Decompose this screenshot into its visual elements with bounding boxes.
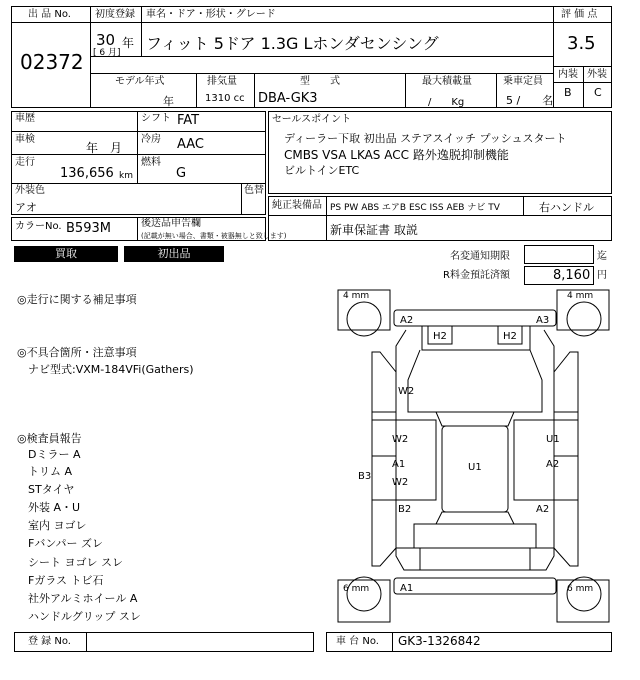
shift-value: FAT [177, 113, 200, 128]
first-reg-label: 初度登録 [95, 9, 135, 20]
inspection-label: 車検 [15, 134, 35, 145]
inspector-line: Fバンパー ズレ [28, 537, 104, 550]
inspector-line: 外装 A・U [28, 501, 81, 514]
sales-line-3: ビルトインETC [284, 164, 360, 177]
defect-notes-title: ◎不具合箇所・注意事項 [17, 346, 137, 359]
exterior-grade: C [594, 86, 602, 99]
sales-line-2: CMBS VSA LKAS ACC 路外逸脱抑制機能 [284, 148, 509, 162]
damage-mark: W2 [398, 386, 415, 397]
damage-mark: W2 [392, 434, 409, 445]
equipment-label: 純正装備品 [272, 200, 322, 211]
inspector-line: STタイヤ [28, 483, 75, 496]
capacity-value: 5 / 名 [506, 94, 554, 107]
driving-notes-title: ◎走行に関する補足事項 [17, 293, 137, 306]
post-doc-label: 後送品申告欄 [141, 218, 201, 229]
damage-mark: A2 [546, 459, 560, 470]
rear-bumper [394, 578, 556, 594]
recycle-label: R料金預託済額 [443, 270, 510, 281]
load-label: 最大積載量 [422, 76, 472, 87]
interior-label: 内装 [558, 69, 578, 80]
displacement-label: 排気量 [207, 76, 237, 87]
recycle-value: 8,160 [553, 268, 591, 283]
rear-left-fender [372, 500, 396, 566]
tire-front-right [567, 302, 601, 336]
first-listing-badge: 初出品 [124, 246, 224, 262]
vehicle-damage-diagram [336, 288, 612, 630]
chassis-number: GK3-1326842 [398, 634, 481, 648]
reg-no-label: 登 録 No. [28, 636, 71, 647]
inspection-value: 年 月 [86, 141, 123, 155]
mileage-label: 走行 [15, 157, 35, 168]
defect-note-line: ナビ型式:VXM-184VFi(Gathers) [28, 363, 194, 376]
mileage-unit: km [119, 171, 133, 181]
exterior-color-value: アオ [15, 201, 37, 214]
inspector-line: Fガラス トビ石 [28, 574, 104, 587]
type-value: DBA-GK3 [258, 91, 318, 106]
name-change-value [524, 245, 594, 264]
color-change-label: 色替 [244, 185, 264, 196]
inspector-report-title: ◎検査員報告 [17, 432, 82, 445]
inspector-line: 社外アルミホイール A [28, 592, 138, 605]
capacity-label: 乗車定員 [503, 76, 543, 87]
reg-month: [ 6 月] [93, 48, 121, 58]
model-year-label: モデル年式 [115, 76, 165, 87]
exterior-color-label: 外装色 [15, 185, 45, 196]
damage-mark: A1 [400, 583, 414, 594]
damage-mark: W2 [392, 477, 409, 488]
damage-mark: U1 [546, 434, 560, 445]
front-right-fender [554, 352, 578, 420]
grade-label: 評 価 点 [561, 9, 598, 20]
displacement-value: 1310 cc [205, 93, 245, 104]
rear-right-fender [554, 500, 578, 566]
inspector-line: トリム A [28, 465, 73, 478]
damage-mark: U1 [468, 462, 482, 473]
model-year-unit: 年 [163, 95, 174, 108]
interior-grade: B [564, 86, 572, 99]
damage-mark: A1 [392, 459, 406, 470]
reg-year: 30 [96, 31, 116, 49]
name-change-label: 名変通知期限 [450, 251, 510, 262]
history-label: 車歴 [15, 113, 35, 124]
damage-mark: A3 [536, 315, 550, 326]
shift-label: シフト [141, 113, 171, 124]
lot-number: 02372 [20, 50, 84, 74]
reg-year-unit: 年 [122, 36, 135, 50]
inspector-line: ハンドルグリップ スレ [28, 610, 141, 623]
chassis-label: 車 台 No. [336, 636, 379, 647]
color-no-label: カラーNo. [15, 221, 62, 232]
exterior-label: 外装 [587, 69, 607, 80]
damage-mark: A2 [536, 504, 550, 515]
ac-value: AAC [177, 137, 204, 152]
load-value: / Kg [428, 97, 465, 108]
specs-frame [11, 111, 266, 215]
tire-front-left [347, 302, 381, 336]
ac-label: 冷房 [141, 134, 161, 145]
inspector-line: Dミラー A [28, 448, 81, 461]
handle-value: 右ハンドル [539, 201, 594, 214]
damage-mark: B3 [358, 471, 372, 482]
car-name: フィット 5ドア 1.3G Lホンダセンシング [146, 34, 439, 53]
tire-depth-rear-left: 6 mm [343, 584, 370, 594]
tire-depth-front-right: 4 mm [567, 291, 594, 301]
post-doc-note: (記載が無い場合、書類・被器無しと致します) [141, 232, 287, 240]
type-label: 型 式 [300, 76, 340, 87]
fuel-label: 燃料 [141, 157, 161, 168]
buy-badge: 買取 [14, 246, 118, 262]
damage-mark: A2 [400, 315, 414, 326]
recycle-unit: 円 [597, 270, 607, 281]
equipment-items: PS PW ABS エアB ESC ISS AEB ナビ TV [330, 203, 500, 213]
windshield [436, 412, 514, 426]
damage-mark: B2 [398, 504, 412, 515]
mileage-value: 136,656 [60, 166, 114, 181]
rear-glass [436, 512, 514, 524]
tire-depth-front-left: 4 mm [343, 291, 370, 301]
grade-value: 3.5 [567, 33, 596, 54]
warranty-value: 新車保証書 取説 [330, 223, 418, 237]
damage-mark: H2 [433, 331, 447, 342]
damage-mark: H2 [503, 331, 517, 342]
front-bumper [394, 310, 556, 326]
front-left-fender [372, 352, 396, 420]
car-name-label: 車名・ドア・形状・グレード [146, 9, 276, 20]
inspector-line: シート ヨゴレ スレ [28, 556, 123, 569]
rear-deck [414, 524, 536, 548]
inspector-line: 室内 ヨゴレ [28, 519, 87, 532]
color-no-value: B593M [66, 221, 111, 236]
hood-outline [408, 350, 542, 412]
sales-point-label: セールスポイント [272, 114, 352, 125]
rear-lights [396, 548, 554, 570]
fuel-value: G [176, 166, 187, 181]
lot-label: 出 品 No. [28, 9, 71, 20]
tire-rear-left [347, 577, 381, 611]
body-outline [396, 330, 554, 570]
sales-line-1: ディーラー下取 初出品 ステアスイッチ プッシュスタート [284, 132, 567, 145]
name-change-unit: 迄 [597, 251, 607, 262]
tire-rear-right [567, 577, 601, 611]
tire-depth-rear-right: 6 mm [567, 584, 594, 594]
